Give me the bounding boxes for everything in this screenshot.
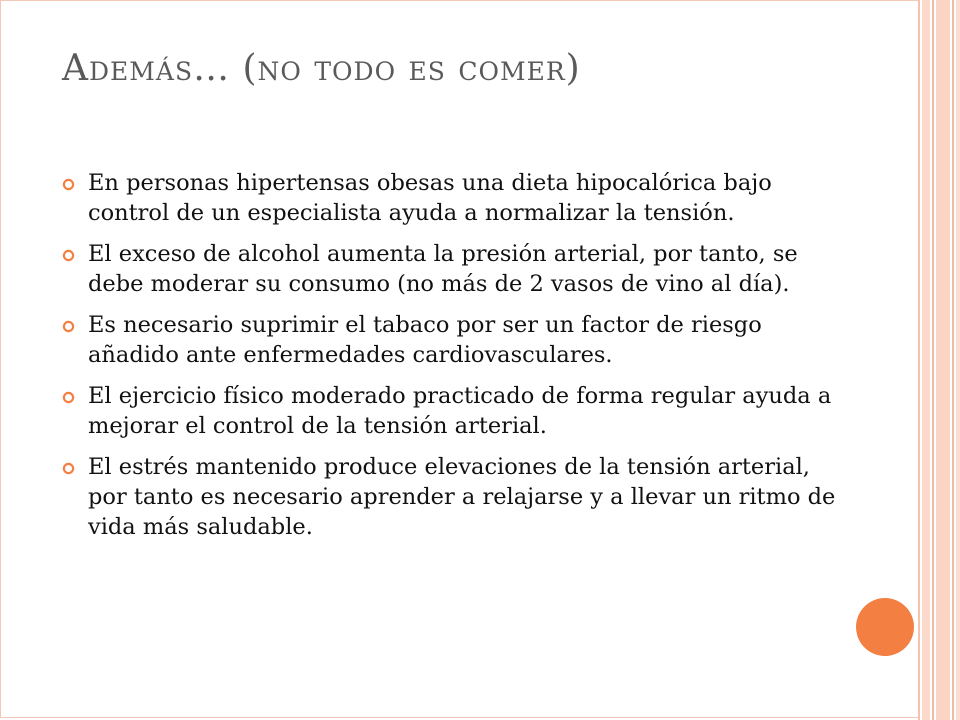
bullet-text: Es necesario suprimir el tabaco por ser un factor de riesgo añadido ante enfermedades cardiovasculares.: [88, 312, 762, 368]
bullet-item: [62, 310, 852, 370]
side-stripes: [918, 0, 960, 720]
ring-bullet-icon: [62, 178, 75, 191]
bullet-item: [62, 239, 852, 299]
side-stripe: [918, 0, 920, 720]
bullet-text: El ejercicio físico moderado practicado de forma regular ayuda a mejorar el control de la tensión arterial.: [88, 383, 832, 439]
bullet-list: [62, 168, 852, 553]
side-stripe: [932, 0, 934, 720]
bullet-text: El estrés mantenido produce elevaciones de la tensión arterial, por tanto es necesario aprender a relajarse y a llevar un ritmo de vida más saludable.: [88, 454, 836, 540]
bullet-text: El exceso de alcohol aumenta la presión arterial, por tanto, se debe moderar su consumo (no más de 2 vasos de vino al día).: [88, 241, 798, 297]
side-stripe: [956, 0, 960, 720]
side-stripe: [922, 0, 930, 720]
ring-bullet-icon: [62, 249, 75, 262]
slide-title: Además… (no todo es comer): [62, 48, 581, 89]
ring-bullet-icon: [62, 391, 75, 404]
ring-bullet-icon: [62, 462, 75, 475]
bullet-item: [62, 452, 852, 542]
bullet-text: En personas hipertensas obesas una dieta hipocalórica bajo control de un especialista ayuda a normalizar la tensión.: [88, 170, 772, 226]
side-stripe: [952, 0, 954, 720]
decorative-orange-circle: [856, 598, 914, 656]
bullet-item: [62, 168, 852, 228]
bullet-item: [62, 381, 852, 441]
ring-bullet-icon: [62, 320, 75, 333]
side-stripe: [936, 0, 950, 720]
